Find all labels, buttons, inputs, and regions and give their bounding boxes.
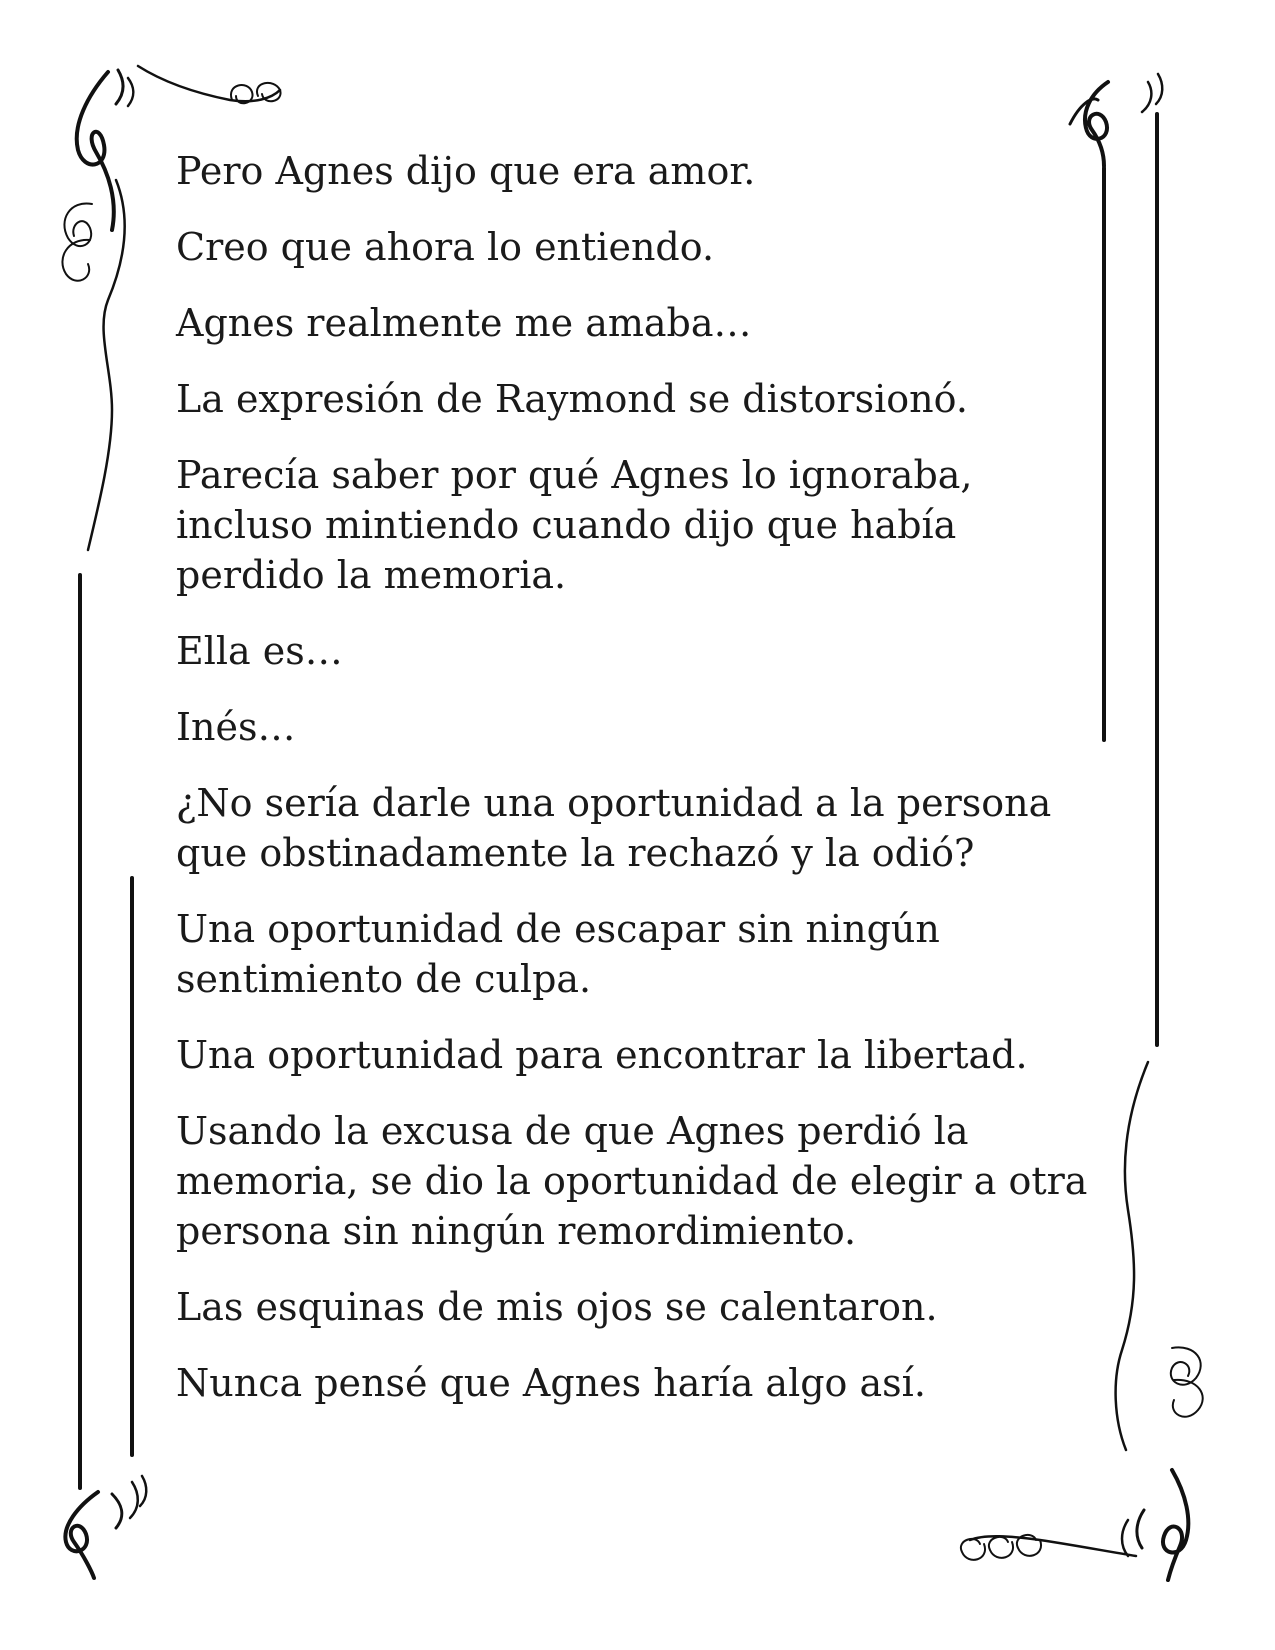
paragraph-10: Una oportunidad para encontrar la libertad. <box>176 1033 1028 1077</box>
flourish-bottom-left <box>65 1476 146 1578</box>
paragraph-11: Usando la excusa de que Agnes perdió la memoria, se dio la oportunidad de elegir a otra persona sin ningún remordimiento. <box>176 1109 1088 1253</box>
paragraph-3: Agnes realmente me amaba… <box>176 301 752 345</box>
paragraph-8: ¿No sería darle una oportunidad a la persona que obstinadamente la rechazó y la odió? <box>176 781 1052 875</box>
flourish-bottom-right <box>961 1470 1188 1580</box>
paragraph-5: Parecía saber por qué Agnes lo ignoraba, incluso mintiendo cuando dijo que había perdido la memoria. <box>176 453 973 597</box>
paragraph-4: La expresión de Raymond se distorsionó. <box>176 377 968 421</box>
paragraph-9: Una oportunidad de escapar sin ningún sentimiento de culpa. <box>176 907 940 1001</box>
flourish-right-ribbon <box>1116 1062 1203 1450</box>
story-text <box>176 146 1106 1434</box>
paragraph-7: Inés… <box>176 705 296 749</box>
paragraph-12: Las esquinas de mis ojos se calentaron. <box>176 1285 938 1329</box>
paragraph-2: Creo que ahora lo entiendo. <box>176 225 715 269</box>
paragraph-13: Nunca pensé que Agnes haría algo así. <box>176 1361 926 1405</box>
paragraph-1: Pero Agnes dijo que era amor. <box>176 149 756 193</box>
paragraph-6: Ella es… <box>176 629 343 673</box>
